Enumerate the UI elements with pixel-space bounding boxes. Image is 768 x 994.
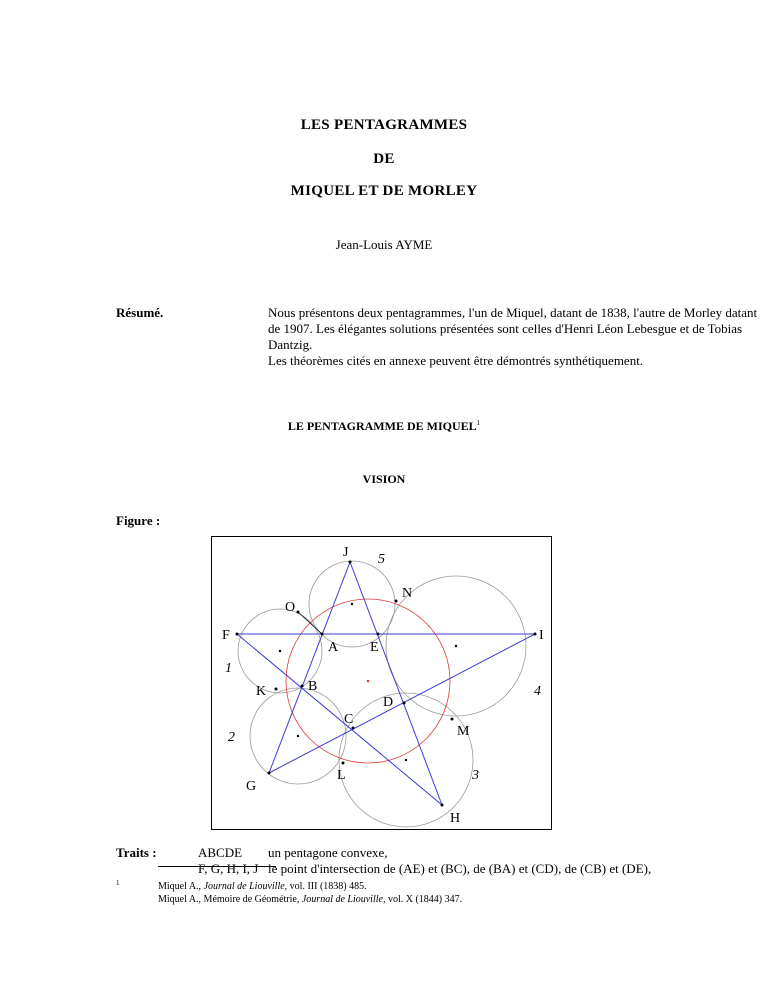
center-circle-5 [351,603,353,605]
point-N [395,600,398,603]
line-JG [269,562,350,773]
section-subheading: VISION [362,472,406,486]
point-I [534,633,537,636]
center-circle-1 [279,650,281,652]
title-line-1: LES PENTAGRAMMES [300,117,468,133]
label-A: A [328,640,339,655]
point-G [268,772,271,775]
label-M: M [457,724,470,739]
points [236,561,537,807]
traits-desc: le point d'intersection de (AE) et (BC), de (BA) et (CD), de (CB) et (DE), [268,861,652,876]
abstract-label: Résumé. [116,305,164,320]
title-line-3: MIQUEL ET DE MORLEY [290,183,478,199]
footnote-journal: Journal de Liouville, [301,894,386,905]
center-miquel-circle [367,680,370,683]
line-GI [269,634,535,773]
label-G: G [246,779,257,794]
footnote-reference: 1 [476,419,481,427]
label-J: J [343,545,349,560]
traits-label: Traits : [116,845,157,860]
circle-number-5: 5 [378,552,385,567]
label-B: B [308,679,318,694]
point-L [342,762,345,765]
circle-number-3: 3 [472,768,479,783]
footnote-line-1 [158,880,367,893]
label-C: C [344,712,354,727]
label-E: E [370,640,379,655]
footnote-text: Miquel A., Mémoire de Géométrie, [158,894,302,905]
point-J [349,561,352,564]
center-circle-4 [455,645,457,647]
center-circle-3 [405,759,407,761]
label-L: L [337,768,346,783]
footnote-rule [158,866,276,867]
label-N: N [402,586,413,601]
circle-number-2: 2 [228,730,235,745]
abstract-line: de 1907. Les élégantes solutions présentées sont celles d'Henri Léon Lebesgue et de Tobias [268,321,743,336]
label-F: F [222,628,230,643]
abstract-line: Les théorèmes cités en annexe peuvent être démontrés synthétiquement. [268,353,644,368]
figure-label: Figure : [116,513,161,528]
label-O: O [285,600,296,615]
point-H [441,804,444,807]
circle-group [238,561,526,827]
point-labels [222,545,544,826]
title-line-2: DE [373,151,395,167]
point-O [297,611,300,614]
point-D [403,702,406,705]
footnote-number: 1 [116,879,120,887]
traits-term: F, G, H, I, J [198,861,259,876]
section-heading-text: LE PENTAGRAMME DE MIQUEL [287,419,477,433]
footnote-journal: Journal de Liouville [203,881,285,892]
footnote-text: vol. X (1844) 347. [385,894,463,905]
line-JH [350,562,442,805]
circle-number-4: 4 [534,684,541,699]
abstract-line: Dantzig. [268,337,313,352]
point-F [236,633,239,636]
point-K [275,688,278,691]
footnote-line-2 [158,893,462,906]
point-E [377,633,380,636]
point-A [321,633,324,636]
traits-term: ABCDE [198,845,243,860]
footnote-text: , vol. III (1838) 485. [284,881,367,892]
point-M [451,718,454,721]
label-K: K [256,684,267,699]
traits-desc: un pentagone convexe, [268,845,388,860]
label-D: D [383,695,394,710]
abstract-line: Nous présentons deux pentagrammes, l'un de Miquel, datant de 1838, l'autre de Morley datant [268,305,758,320]
footnote-text: Miquel A., [158,881,204,892]
label-H: H [450,811,461,826]
label-I: I [539,628,544,643]
circle-number-1: 1 [225,661,232,676]
pentagram-lines [237,562,535,805]
author: Jean-Louis AYME [335,237,433,252]
point-B [301,685,304,688]
center-circle-2 [297,735,299,737]
